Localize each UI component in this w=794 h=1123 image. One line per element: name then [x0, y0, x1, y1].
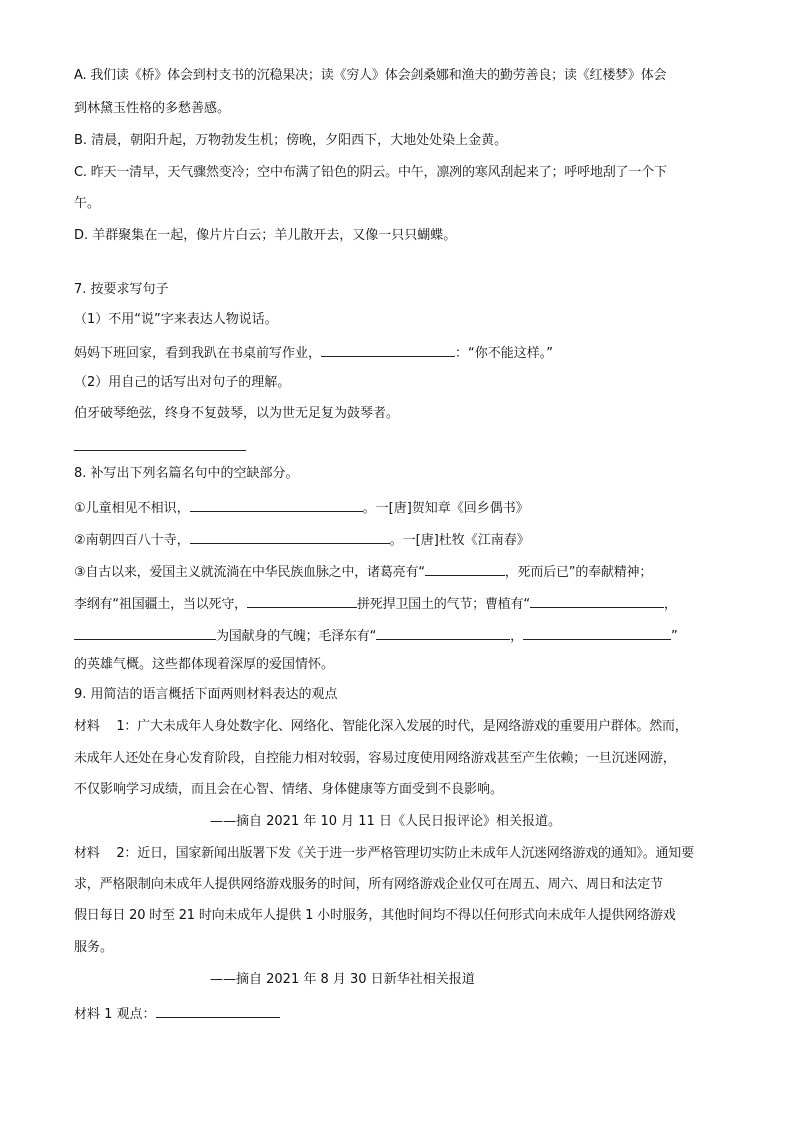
- question-8-title: 8. 补写出下列名篇名句中的空缺部分。: [74, 466, 299, 481]
- question-9-title: 9. 用简洁的语言概括下面两则材料表达的观点: [74, 687, 338, 702]
- q8-line1-before: ①儿童相见不相识，: [74, 501, 190, 516]
- option-c-line2: 午。: [74, 196, 101, 211]
- option-a-line1: A. 我们读《桥》体会到村支书的沉稳果决；读《穷人》体会剑桑娜和渔夫的勤劳善良；读《红楼梦》体会: [74, 68, 667, 83]
- q8-blank-1[interactable]: [190, 497, 363, 512]
- q7-part2-sentence: 伯牙破琴绝弦，终身不复鼓琴，以为世无足复为鼓琴者。: [74, 406, 400, 421]
- q8-line5: [74, 625, 678, 646]
- q8-line4: [74, 593, 677, 614]
- material-2-source: ——摘自 2021 年 8 月 30 日新华社相关报道: [210, 972, 475, 987]
- q7-part2-label: （2）用自己的话写出对句子的理解。: [74, 375, 291, 390]
- material-1-answer-label: 材料 1 观点：: [74, 1007, 156, 1022]
- option-a-line2: 到林黛玉性格的多愁善感。: [74, 101, 231, 116]
- material-2-line1: 材料 2：近日，国家新闻出版署下发《关于进一步严格管理切实防止未成年人沉迷网络游戏的通知》。通知要: [74, 846, 694, 861]
- q8-blank-6[interactable]: [74, 625, 216, 640]
- material-1-line2: 未成年人还处在身心发育阶段，自控能力相对较弱，容易过度使用网络游戏甚至产生依赖；一旦沉迷网游，: [74, 751, 676, 766]
- q8-blank-2[interactable]: [190, 529, 390, 544]
- option-c-line1: C. 昨天一清早，天气骤然变冷；空中布满了铅色的阴云。中午，凛冽的寒风刮起来了；呼呼地刮了一个下: [74, 165, 667, 180]
- material-2-line3: 假日每日 20 时至 21 时向未成年人提供 1 小时服务，其他时间均不得以任何形式向未成年人提供网络游戏: [74, 908, 676, 923]
- q8-blank-5[interactable]: [530, 593, 664, 608]
- q8-line4-a: 李纲有“祖国疆土，当以死守，: [74, 597, 247, 612]
- q8-blank-8[interactable]: [523, 625, 671, 640]
- option-d: D. 羊群聚集在一起，像片片白云；羊儿散开去，又像一只只蝴蝶。: [74, 228, 457, 243]
- q8-line4-b: 拼死捍卫国土的气节；曹植有“: [356, 597, 530, 612]
- material-1-answer: [74, 1003, 280, 1024]
- material-1-answer-blank[interactable]: [156, 1003, 280, 1018]
- q8-line1: [74, 497, 529, 518]
- q8-line5-b: ，: [510, 629, 523, 644]
- material-1-source: ——摘自 2021 年 10 月 11 日《人民日报评论》相关报道。: [210, 814, 561, 829]
- q8-blank-7[interactable]: [376, 625, 510, 640]
- material-2-line2: 求，严格限制向未成年人提供网络游戏服务的时间，所有网络游戏企业仅可在周五、周六、周日和法定节: [74, 877, 663, 892]
- q8-line3-after: ，死而后已”的奉献精神；: [504, 565, 653, 580]
- q8-line2: [74, 529, 530, 550]
- q8-blank-3[interactable]: [425, 561, 505, 576]
- q8-line1-after: 。一[唐]贺知章《回乡偶书》: [362, 501, 529, 516]
- q8-line2-after: 。一[唐]杜牧《江南春》: [389, 533, 530, 548]
- q8-line2-before: ②南朝四百八十寺，: [74, 533, 190, 548]
- q7-part1-blank[interactable]: [321, 342, 455, 357]
- option-b: B. 清晨，朝阳升起，万物勃发生机；傍晚，夕阳西下，大地处处染上金黄。: [74, 133, 508, 148]
- question-7-title: 7. 按要求写句子: [74, 282, 169, 297]
- q7-part2-answer-line[interactable]: [74, 450, 246, 451]
- q8-line5-c: ”: [670, 629, 678, 644]
- q8-line6: 的英雄气概。这些都体现着深厚的爱国情怀。: [74, 657, 335, 672]
- q7-part1-sentence: [74, 342, 553, 363]
- q8-line4-c: ，: [663, 597, 677, 612]
- q7-part1-label: （1）不用“说”字来表达人物说话。: [74, 312, 278, 327]
- q8-line3-before: ③自古以来，爱国主义就流淌在中华民族血脉之中，诸葛亮有“: [74, 565, 425, 580]
- material-1-line1: 材料 1：广大未成年人身处数字化、网络化、智能化深入发展的时代，是网络游戏的重要用户群体。然而，: [74, 719, 688, 734]
- q8-line3: [74, 561, 652, 582]
- q8-line5-a: 为国献身的气魄；毛泽东有“: [216, 629, 377, 644]
- material-2-line4: 服务。: [74, 940, 114, 955]
- q7-part1-after: ：“你不能这样。”: [455, 346, 553, 361]
- material-1-line3: 不仅影响学习成绩，而且会在心智、情绪、身体健康等方面受到不良影响。: [74, 782, 504, 797]
- q8-blank-4[interactable]: [247, 593, 357, 608]
- q7-part1-before: 妈妈下班回家，看到我趴在书桌前写作业，: [74, 346, 322, 361]
